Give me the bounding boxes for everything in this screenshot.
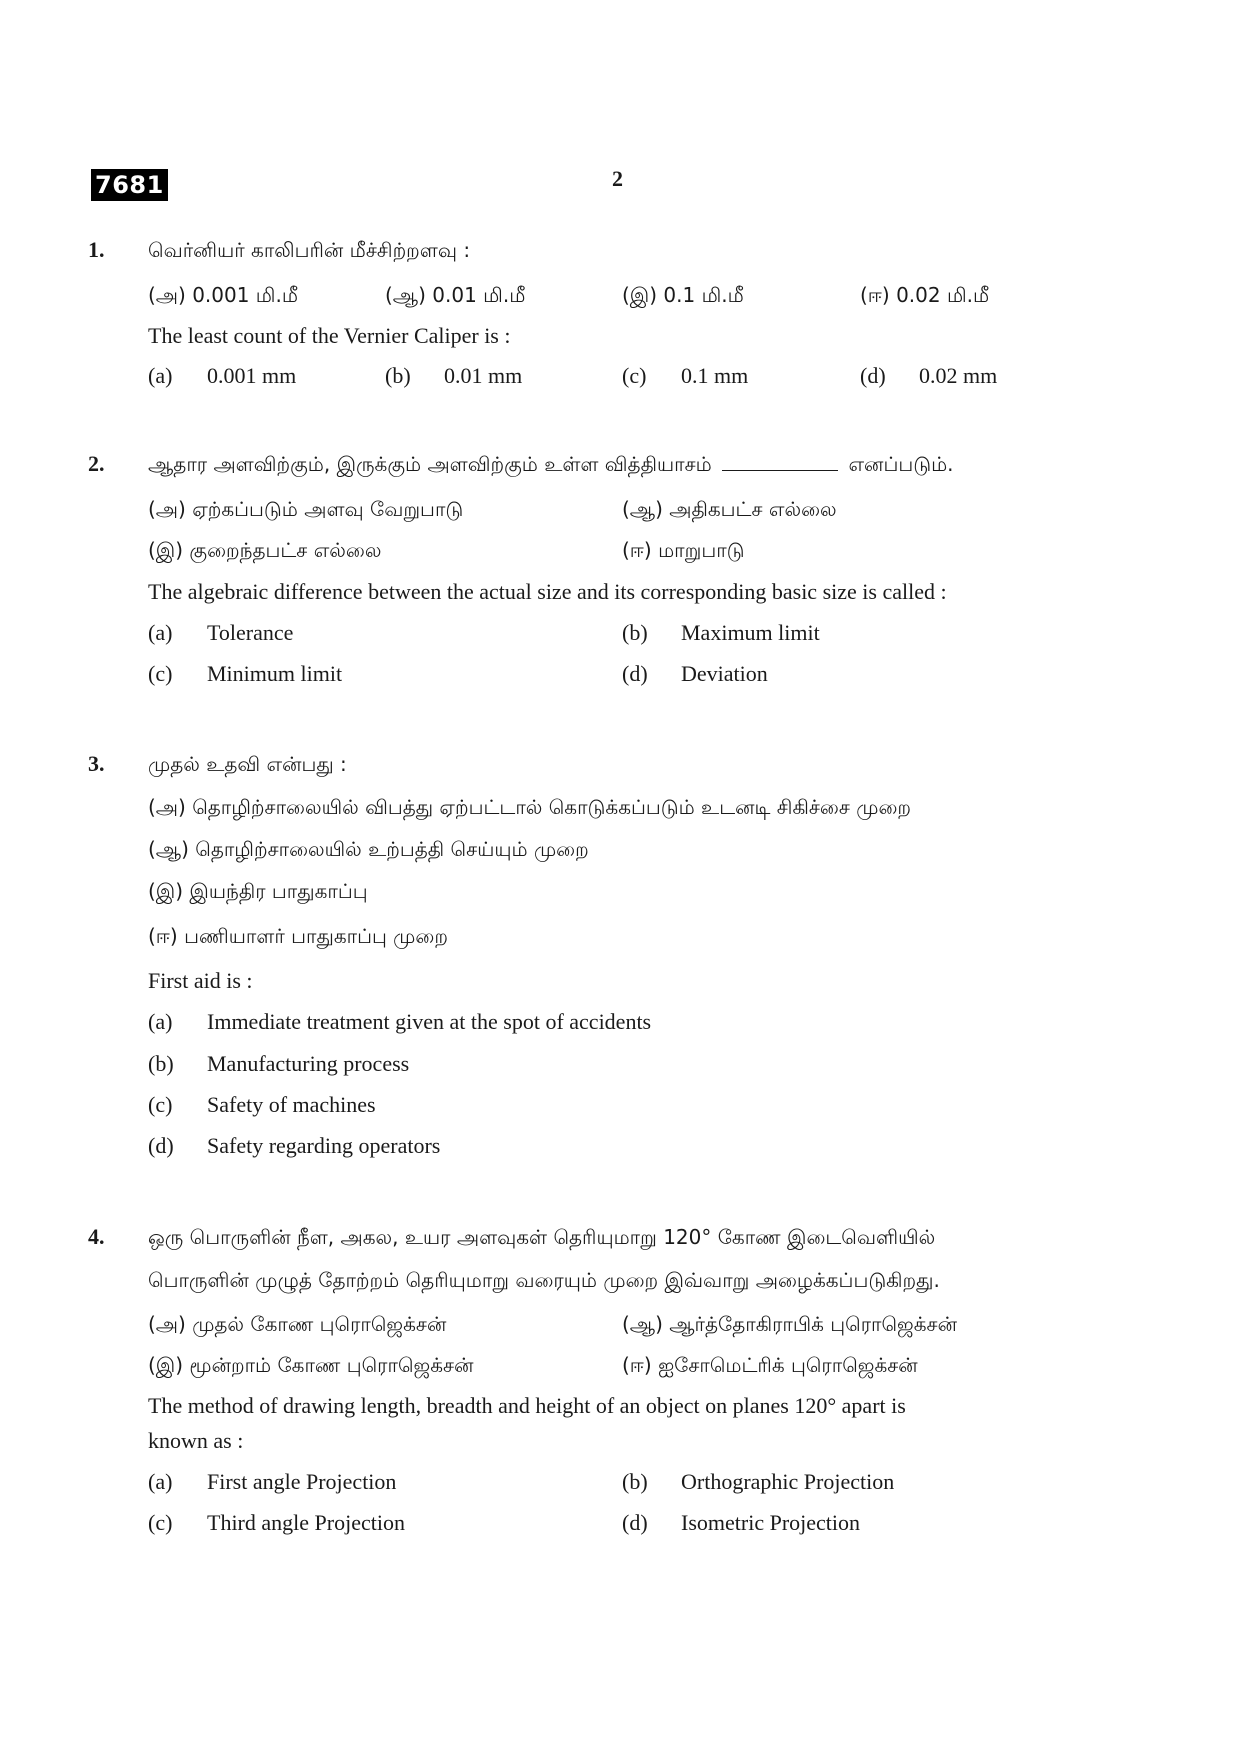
page-number: 2	[612, 166, 623, 191]
tamil-question-line-2: பொருளின் முழுத் தோற்றம் தெரியுமாறு வரையும் முறை இவ்வாறு அழைக்கப்படுகிறது.	[148, 1268, 940, 1292]
tamil-option-c: (இ) மூன்றாம் கோண புரொஜெக்சன்	[148, 1353, 474, 1377]
english-option-a: First angle Projection	[207, 1469, 397, 1494]
english-option-b: Orthographic Projection	[681, 1469, 895, 1494]
english-option-b: Manufacturing process	[207, 1051, 410, 1076]
tamil-option-a: (அ) 0.001 மி.மீ	[148, 283, 298, 307]
tamil-option-a: (அ) தொழிற்சாலையில் விபத்து ஏற்பட்டால் கொடுக்கப்படும் உடனடி சிகிச்சை முறை	[148, 795, 912, 819]
english-option-c: Minimum limit	[207, 661, 343, 686]
option-letter-d: (d)	[622, 661, 648, 686]
english-option-d: 0.02 mm	[919, 363, 998, 388]
tamil-option-d: (ஈ) மாறுபாடு	[622, 538, 745, 562]
english-option-a: Tolerance	[207, 620, 294, 645]
english-option-c: 0.1 mm	[681, 363, 749, 388]
question-number: 3.	[88, 751, 105, 776]
option-letter-a: (a)	[148, 1469, 173, 1494]
english-option-b: 0.01 mm	[444, 363, 523, 388]
option-letter-c: (c)	[622, 363, 647, 388]
tamil-option-b: (ஆ) ஆர்த்தோகிராபிக் புரொஜெக்சன்	[622, 1312, 957, 1336]
tamil-option-d: (ஈ) ஐசோமெட்ரிக் புரொஜெக்சன்	[622, 1353, 918, 1377]
option-letter-b: (b)	[622, 1469, 648, 1494]
question-number: 4.	[88, 1224, 105, 1249]
english-option-b: Maximum limit	[681, 620, 820, 645]
tamil-question-line-1: ஒரு பொருளின் நீள, அகல, உயர அளவுகள் தெரியுமாறு 120° கோண இடைவெளியில்	[148, 1225, 936, 1249]
english-question: First aid is :	[148, 968, 253, 993]
english-question-line-1: The method of drawing length, breadth and height of an object on planes 120° apart is	[148, 1393, 906, 1418]
tamil-option-c: (இ) இயந்திர பாதுகாப்பு	[148, 879, 368, 903]
option-letter-d: (d)	[148, 1133, 174, 1158]
tamil-option-b: (ஆ) 0.01 மி.மீ	[385, 283, 526, 307]
english-option-c: Safety of machines	[207, 1092, 376, 1117]
english-option-c: Third angle Projection	[207, 1510, 405, 1535]
english-option-a: Immediate treatment given at the spot of accidents	[207, 1009, 652, 1034]
tamil-option-c: (இ) 0.1 மி.மீ	[622, 283, 744, 307]
option-letter-c: (c)	[148, 1092, 173, 1117]
option-letter-b: (b)	[385, 363, 411, 388]
option-letter-d: (d)	[622, 1510, 648, 1535]
question-number: 1.	[88, 237, 105, 262]
english-question: The least count of the Vernier Caliper is :	[148, 323, 511, 348]
option-letter-b: (b)	[622, 620, 648, 645]
english-question-line-2: known as :	[148, 1428, 244, 1453]
english-question: The algebraic difference between the actual size and its corresponding basic size is called :	[148, 579, 947, 604]
option-letter-b: (b)	[148, 1051, 174, 1076]
tamil-option-c: (இ) குறைந்தபட்ச எல்லை	[148, 538, 382, 562]
tamil-question: ஆதார அளவிற்கும், இருக்கும் அளவிற்கும் உள்ள வித்தியாசம் எனப்படும்.	[148, 452, 954, 476]
english-option-d: Isometric Projection	[681, 1510, 861, 1535]
option-letter-a: (a)	[148, 1009, 173, 1034]
english-option-d: Safety regarding operators	[207, 1133, 441, 1158]
option-letter-d: (d)	[860, 363, 886, 388]
question-number: 2.	[88, 451, 105, 476]
english-option-a: 0.001 mm	[207, 363, 297, 388]
tamil-option-b: (ஆ) தொழிற்சாலையில் உற்பத்தி செய்யும் முறை	[148, 837, 589, 861]
option-letter-c: (c)	[148, 661, 173, 686]
english-option-d: Deviation	[681, 661, 768, 686]
tamil-option-a: (அ) ஏற்கப்படும் அளவு வேறுபாடு	[148, 497, 464, 521]
tamil-question: முதல் உதவி என்பது :	[148, 752, 347, 776]
option-letter-a: (a)	[148, 620, 173, 645]
option-letter-c: (c)	[148, 1510, 173, 1535]
option-letter-a: (a)	[148, 363, 173, 388]
tamil-option-b: (ஆ) அதிகபட்ச எல்லை	[622, 497, 837, 521]
tamil-question: வெர்னியர் காலிபரின் மீச்சிற்றளவு :	[148, 238, 471, 262]
tamil-option-d: (ஈ) பணியாளர் பாதுகாப்பு முறை	[148, 924, 448, 948]
answer-blank	[722, 452, 838, 471]
paper-code-badge: 7681	[91, 169, 168, 201]
tamil-option-d: (ஈ) 0.02 மி.மீ	[860, 283, 990, 307]
tamil-option-a: (அ) முதல் கோண புரொஜெக்சன்	[148, 1312, 447, 1336]
